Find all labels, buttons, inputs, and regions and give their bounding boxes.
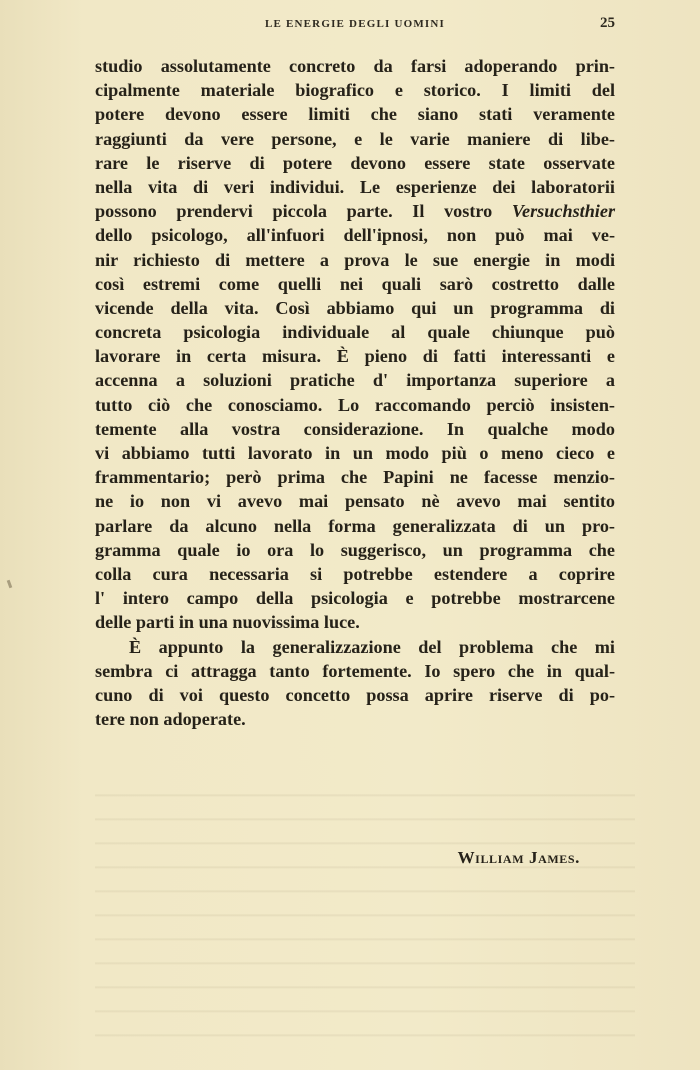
text-line: gramma quale io ora lo suggerisco, un programma che: [95, 539, 615, 560]
text-line: parlare da alcuno nella forma generalizzata di un pro-: [95, 515, 615, 536]
text-line-part: possono prendervi piccola parte. Il vostro: [95, 201, 493, 222]
margin-mark: [7, 580, 13, 589]
text-line: vi abbiamo tutti lavorato in un modo più o meno cieco e: [95, 443, 615, 463]
text-line: sembra ci attragga tanto fortemente. Io spero che in qual-: [95, 660, 615, 681]
text-line: accenna a soluzioni pratiche d' importanza superiore a: [95, 370, 615, 391]
text-line: potere devono essere limiti che siano stati veramente: [95, 104, 615, 125]
text-line: così estremi come quelli nei quali sarò costretto dalle: [95, 273, 615, 294]
text-line: cuno di voi questo concetto possa aprire riserve di po-: [95, 684, 615, 705]
text-line: ne io non vi avevo mai pensato nè avevo mai sentito: [95, 491, 615, 512]
italic-term: Versuchsthier: [511, 201, 616, 222]
text-line: rare le riserve di potere devono essere state osservate: [95, 152, 615, 173]
text-line: tutto ciò che conosciamo. Lo raccomando perciò insisten-: [95, 394, 615, 415]
page-number: 25: [600, 15, 615, 31]
text-line: raggiunti da vere persone, e le varie maniere di libe-: [95, 128, 615, 149]
text-line: nir richiesto di mettere a prova le sue energie in modi: [95, 249, 615, 270]
text-line: vicende della vita. Così abbiamo qui un programma di: [95, 297, 615, 318]
text-line: temente alla vostra considerazione. In qualche modo: [95, 418, 615, 439]
text-line: delle parti in una nuovissima luce.: [95, 612, 360, 633]
text-line: frammentario; però prima che Papini ne facesse menzio-: [95, 467, 615, 488]
bleed-through-texture: [95, 780, 635, 1040]
page-header: [95, 12, 615, 36]
text-line: nella vita di veri individui. Le esperienze dei laboratorii: [95, 176, 615, 197]
running-title: LE ENERGIE DEGLI UOMINI: [264, 18, 446, 30]
text-line: È appunto la generalizzazione del problema che mi: [129, 636, 615, 657]
text-line: colla cura necessaria si potrebbe estendere a coprire: [95, 563, 615, 584]
author-signature: William James.: [457, 848, 580, 867]
text-line: concreta psicologia individuale al quale chiunque può: [95, 322, 615, 343]
text-line: cipalmente materiale biografico e storico. I limiti del: [95, 80, 615, 101]
body-text: [95, 54, 615, 731]
text-line: l' intero campo della psicologia e potrebbe mostrarcene: [95, 588, 615, 609]
text-line: tere non adoperate.: [95, 709, 246, 730]
text-line-with-italic: [95, 199, 615, 223]
text-line: dello psicologo, all'infuori dell'ipnosi, non può mai ve-: [95, 225, 615, 246]
text-line: studio assolutamente concreto da farsi adoperando prin-: [95, 56, 615, 76]
text-line: lavorare in certa misura. È pieno di fatti interessanti e: [95, 346, 615, 367]
